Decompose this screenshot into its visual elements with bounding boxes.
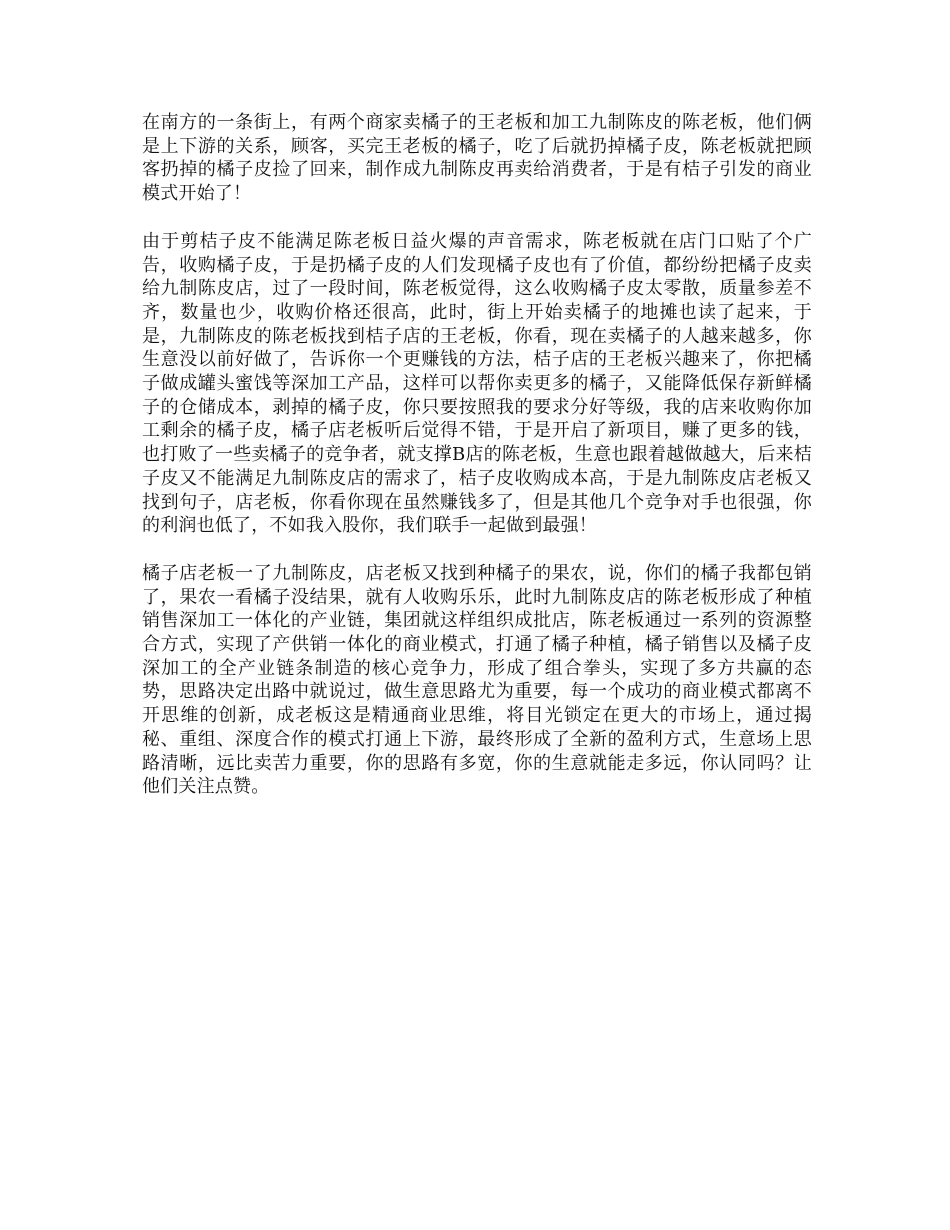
- document-body: [142, 111, 812, 823]
- paragraph-2: 由于剪桔子皮不能满足陈老板日益火爆的声音需求，陈老板就在店门口贴了个广告，收购橘子皮，于是扔橘子皮的人们发现橘子皮也有了价值，都纷纷把橘子皮卖给九制陈皮店，过了一段时间，陈老板觉得，这么收购橘子皮太零散，质量参差不齐，数量也少，收购价格还很高，此时，街上开始卖橘子的地摊也读了起来，于是，九制陈皮的陈老板找到桔子店的王老板，你看，现在卖橘子的人越来越多，你生意没以前好做了，告诉你一个更赚钱的方法，桔子店的王老板兴趣来了，你把橘子做成罐头蜜饯等深加工产品，这样可以帮你卖更多的橘子，又能降低保存新鲜橘子的仓储成本，剥掉的橘子皮，你只要按照我的要求分好等级，我的店来收购你加工剩余的橘子皮，橘子店老板听后觉得不错，于是开启了新项目，赚了更多的钱，也打败了一些卖橘子的竞争者，就支撑B店的陈老板，生意也跟着越做越大，后来桔子皮又不能满足九制陈皮店的需求了，桔子皮收购成本高，于是九制陈皮店老板又找到句子，店老板，你看你现在虽然赚钱多了，但是其他几个竞争对手也很强，你的利润也低了，不如我入股你，我们联手一起做到最强！: [142, 230, 812, 537]
- paragraph-1: 在南方的一条街上，有两个商家卖橘子的王老板和加工九制陈皮的陈老板，他们俩是上下游的关系，顾客，买完王老板的橘子，吃了后就扔掉橘子皮，陈老板就把顾客扔掉的橘子皮捡了回来，制作成九制陈皮再卖给消费者，于是有桔子引发的商业模式开始了！: [142, 112, 812, 205]
- paragraph-3: 橘子店老板一了九制陈皮，店老板又找到种橘子的果农，说，你们的橘子我都包销了，果农一看橘子没结果，就有人收购乐乐，此时九制陈皮店的陈老板形成了种植销售深加工一体化的产业链，集团就这样组织成批店，陈老板通过一系列的资源整合方式，实现了产供销一体化的商业模式，打通了橘子种植，橘子销售以及橘子皮深加工的全产业链条制造的核心竞争力，形成了组合拳头，实现了多方共赢的态势，思路决定出路中就说过，做生意思路尤为重要，每一个成功的商业模式都离不开思维的创新，成老板这是精通商业思维，将目光锁定在更大的市场上，通过揭秘、重组、深度合作的模式打通上下游，最终形成了全新的盈利方式，生意场上思路清晰，远比卖苦力重要，你的思路有多宽，你的生意就能走多远，你认同吗？让他们关注点赞。: [142, 562, 812, 798]
